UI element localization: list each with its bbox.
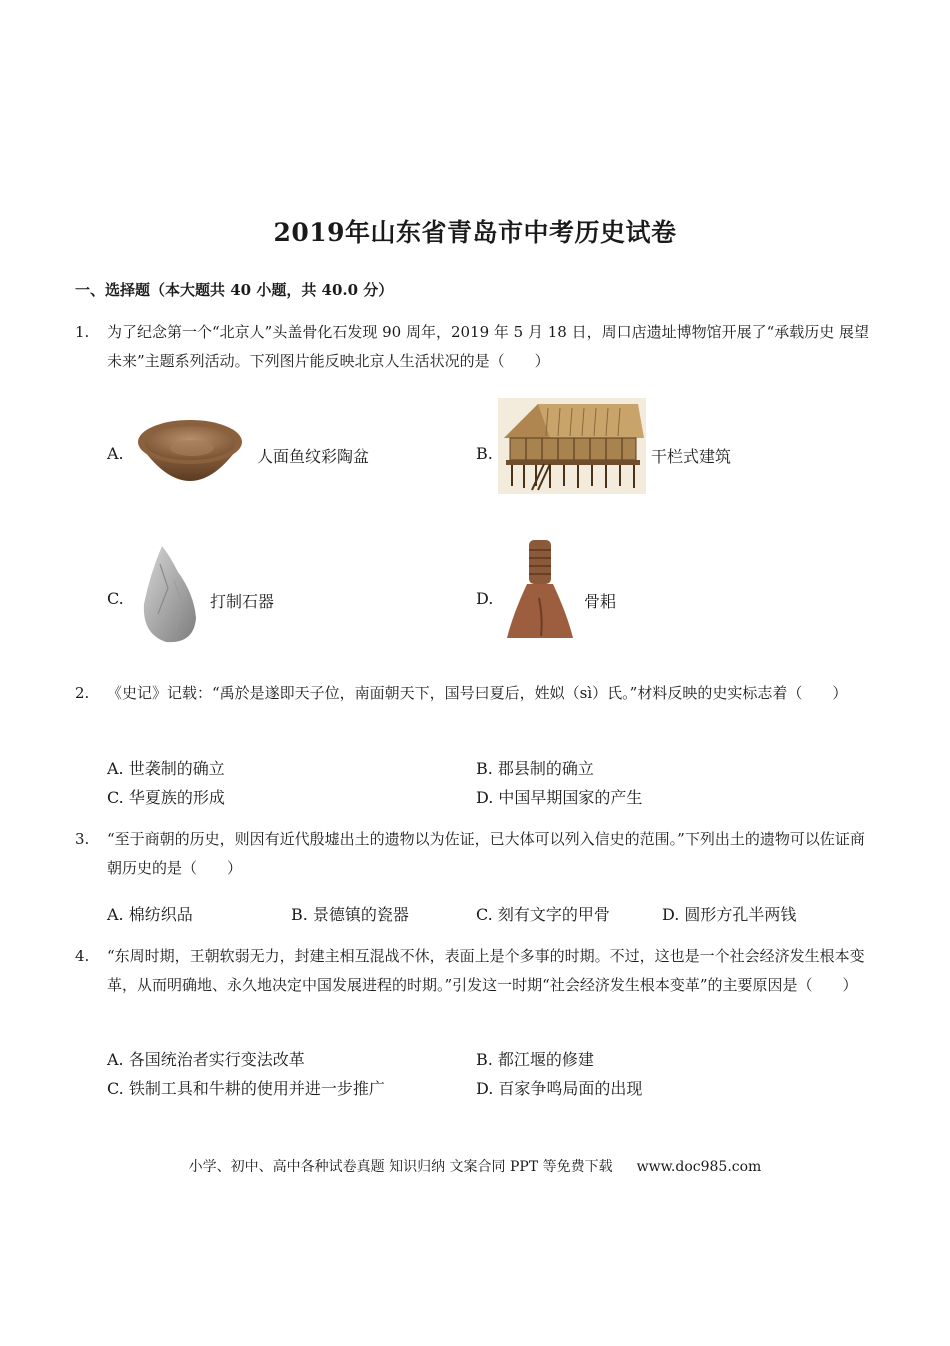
pottery-basin-image xyxy=(134,412,246,496)
section-heading: 一、选择题（本大题共 40 小题，共 40.0 分） xyxy=(75,281,394,299)
option-b[interactable]: B. 景德镇的瓷器 xyxy=(291,905,409,924)
question-number: 2. xyxy=(75,684,90,702)
question-number: 3. xyxy=(75,830,90,848)
option-caption: 人面鱼纹彩陶盆 xyxy=(257,447,370,466)
question-number: 4. xyxy=(75,947,90,965)
option-letter[interactable]: D. xyxy=(476,589,494,608)
question-number: 1. xyxy=(75,323,90,341)
option-caption: 骨耜 xyxy=(584,592,617,611)
chipped-stone-tool-image xyxy=(138,544,202,646)
option-c[interactable]: C. 铁制工具和牛耕的使用并进一步推广 xyxy=(107,1079,385,1098)
question-text: “至于商朝的历史，则因有近代殷墟出土的遗物以为佐证，已大体可以列入信史的范围。”下列出土的遗物可以佐证商朝历史的是（ ） xyxy=(107,830,865,877)
option-letter[interactable]: B. xyxy=(476,444,493,463)
option-letter[interactable]: A. xyxy=(107,444,124,463)
option-d[interactable]: D. 中国早期国家的产生 xyxy=(476,788,643,807)
bone-spade-image xyxy=(505,538,575,642)
question-text: 《史记》记载：“禹於是遂即天子位，南面朝天下，国号曰夏后，姓姒（sì）氏。”材料反映的史实标志着（ ） xyxy=(107,684,848,702)
footer-text: 小学、初中、高中各种试卷真题 知识归纳 文案合同 PPT 等免费下载 xyxy=(188,1159,613,1175)
option-c[interactable]: C. 华夏族的形成 xyxy=(107,788,225,807)
option-a[interactable]: A. 棉纺织品 xyxy=(107,905,193,924)
option-b[interactable]: B. 郡县制的确立 xyxy=(476,759,594,778)
option-a[interactable]: A. 各国统治者实行变法改革 xyxy=(107,1050,305,1069)
option-caption: 打制石器 xyxy=(210,592,275,611)
page-footer xyxy=(0,1156,950,1176)
option-d[interactable]: D. 百家争鸣局面的出现 xyxy=(476,1079,643,1098)
option-c[interactable]: C. 刻有文字的甲骨 xyxy=(476,905,610,924)
page-title: 2019年山东省青岛市中考历史试卷 xyxy=(273,218,677,247)
option-b[interactable]: B. 都江堰的修建 xyxy=(476,1050,594,1069)
question-text: 为了纪念第一个“北京人”头盖骨化石发现 90 周年，2019 年 5 月 18 日，周口店遗址博物馆开展了“承载历史 展望未来”主题系列活动。下列图片能反映北京人生活状况的是（ ） xyxy=(107,323,870,370)
option-a[interactable]: A. 世袭制的确立 xyxy=(107,759,225,778)
option-letter[interactable]: C. xyxy=(107,589,124,608)
option-d[interactable]: D. 圆形方孔半两钱 xyxy=(662,905,797,924)
question-text: “东周时期，王朝软弱无力，封建主相互混战不休，表面上是个多事的时期。不过，这也是一个社会经济发生根本变革，从而明确地、永久地决定中国发展进程的时期。”引发这一时期“社会经济发生根本变革”的主要原因是（ ） xyxy=(107,947,865,994)
stilt-house-image xyxy=(498,398,646,494)
option-caption: 干栏式建筑 xyxy=(651,447,732,466)
footer-url-link[interactable]: www.doc985.com xyxy=(636,1159,762,1175)
